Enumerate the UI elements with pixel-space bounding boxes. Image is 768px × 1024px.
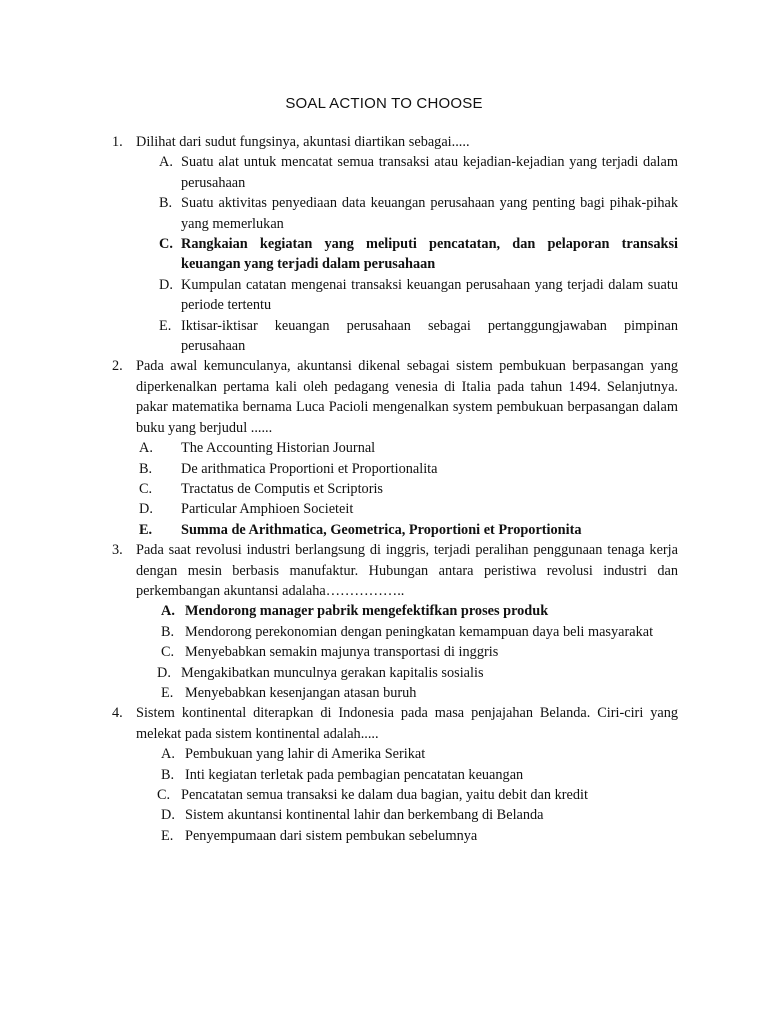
option-e xyxy=(161,683,678,703)
question-number: 4. xyxy=(112,705,123,722)
option-text: Mendorong perekonomian dengan peningkatan kemampuan daya beli masyarakat xyxy=(185,623,654,640)
question-3 xyxy=(112,540,678,703)
option-text: Mendorong manager pabrik mengefektifkan proses produk xyxy=(185,603,549,620)
option-letter: E. xyxy=(139,521,153,538)
option-letter: C. xyxy=(159,236,173,253)
option-e-correct xyxy=(139,520,678,540)
option-letter: D. xyxy=(157,664,171,681)
option-list xyxy=(136,744,678,846)
option-a xyxy=(159,152,678,193)
option-b xyxy=(159,193,678,234)
option-d xyxy=(157,663,678,683)
question-text: Pada saat revolusi industri berlangsung di inggris, terjadi peralihan penggunaan tenaga kerja dengan mesin berbasis manufaktur. Hubungan antara peristiwa revolusi industri dan perkembangan akuntansi adalaha…………….. xyxy=(136,542,678,599)
option-text: Penyempumaan dari sistem pembukan sebelumnya xyxy=(185,827,478,844)
option-c-correct xyxy=(159,234,678,275)
option-c xyxy=(161,642,678,662)
question-text: Pada awal kemunculanya, akuntansi dikenal sebagai sistem pembukuan berpasangan yang diperkenalkan pertama kali oleh pedagang venesia di Italia pada tahun 1494. Selanjutnya. pakar matematika bernama Luca Pacioli mengenalkan system pembukuan berpasangan dalam buku yang berjudul ...... xyxy=(136,358,678,436)
question-2 xyxy=(112,356,678,540)
option-text: Kumpulan catatan mengenai transaksi keuangan perusahaan yang terjadi dalam suatu periode tertentu xyxy=(181,276,678,314)
option-text: The Accounting Historian Journal xyxy=(181,440,376,457)
option-e xyxy=(161,826,678,846)
option-letter: A. xyxy=(159,154,173,171)
option-text: Tractatus de Computis et Scriptoris xyxy=(181,480,383,497)
option-list xyxy=(136,601,678,703)
option-b xyxy=(161,765,678,785)
option-d xyxy=(139,499,678,519)
option-c xyxy=(139,479,678,499)
option-list xyxy=(136,152,678,356)
question-text: Sistem kontinental diterapkan di Indonesia pada masa penjajahan Belanda. Ciri-ciri yang melekat pada sistem kontinental adalah..... xyxy=(136,705,678,742)
option-letter: B. xyxy=(159,195,173,212)
option-a xyxy=(161,744,678,764)
question-text: Dilihat dari sudut fungsinya, akuntasi diartikan sebagai..... xyxy=(136,134,470,150)
option-text: Mengakibatkan munculnya gerakan kapitalis sosialis xyxy=(181,664,484,681)
option-b xyxy=(161,622,678,642)
option-letter: C. xyxy=(161,644,175,661)
option-text: Rangkaian kegiatan yang meliputi pencatatan, dan pelaporan transaksi keuangan yang terjadi dalam perusahaan xyxy=(181,236,678,273)
page-title: SOAL ACTION TO CHOOSE xyxy=(285,95,483,112)
option-c xyxy=(157,785,678,805)
option-text: Menyebabkan semakin majunya transportasi di inggris xyxy=(185,644,499,661)
question-number: 2. xyxy=(112,358,123,375)
option-letter: E. xyxy=(161,684,174,701)
option-text: Summa de Arithmatica, Geometrica, Proportioni et Proportionita xyxy=(181,521,582,538)
option-e xyxy=(159,316,678,357)
question-1 xyxy=(112,132,678,356)
option-letter: C. xyxy=(139,480,153,497)
question-number: 1. xyxy=(112,134,123,150)
option-letter: A. xyxy=(139,440,153,457)
option-text: Inti kegiatan terletak pada pembagian pencatatan keuangan xyxy=(185,766,524,783)
option-text: Pembukuan yang lahir di Amerika Serikat xyxy=(185,746,426,763)
option-letter: A. xyxy=(161,746,175,763)
option-text: Menyebabkan kesenjangan atasan buruh xyxy=(185,684,417,701)
option-text: Iktisar-iktisar keuangan perusahaan sebagai pertanggungjawaban pimpinan perusahaan xyxy=(181,317,678,355)
option-text: Particular Amphioen Societeit xyxy=(181,501,354,518)
option-letter: B. xyxy=(161,766,175,783)
question-4 xyxy=(112,703,678,846)
option-letter: E. xyxy=(161,827,174,844)
option-letter: D. xyxy=(139,501,153,518)
option-text: Suatu alat untuk mencatat semua transaksi atau kejadian-kejadian yang terjadi dalam perusahaan xyxy=(181,154,678,191)
option-d xyxy=(159,275,678,316)
question-number: 3. xyxy=(112,542,123,559)
option-a-correct xyxy=(161,601,678,621)
option-d xyxy=(161,805,678,825)
option-letter: E. xyxy=(159,317,172,334)
option-letter: A. xyxy=(161,603,175,620)
option-b xyxy=(139,459,678,479)
option-a xyxy=(139,438,678,458)
option-letter: B. xyxy=(161,623,175,640)
option-letter: C. xyxy=(157,787,171,803)
option-text: Pencatatan semua transaksi ke dalam dua bagian, yaitu debit dan kredit xyxy=(181,787,588,803)
option-letter: D. xyxy=(159,276,173,293)
option-letter: B. xyxy=(139,460,153,477)
option-text: Sistem akuntansi kontinental lahir dan berkembang di Belanda xyxy=(185,807,544,824)
option-text: Suatu aktivitas penyediaan data keuangan perusahaan yang penting bagi pihak-pihak yang memerlukan xyxy=(181,195,678,232)
option-text: De arithmatica Proportioni et Proportionalita xyxy=(181,460,438,477)
question-list xyxy=(0,132,768,846)
option-list xyxy=(136,438,678,540)
option-letter: D. xyxy=(161,807,175,824)
